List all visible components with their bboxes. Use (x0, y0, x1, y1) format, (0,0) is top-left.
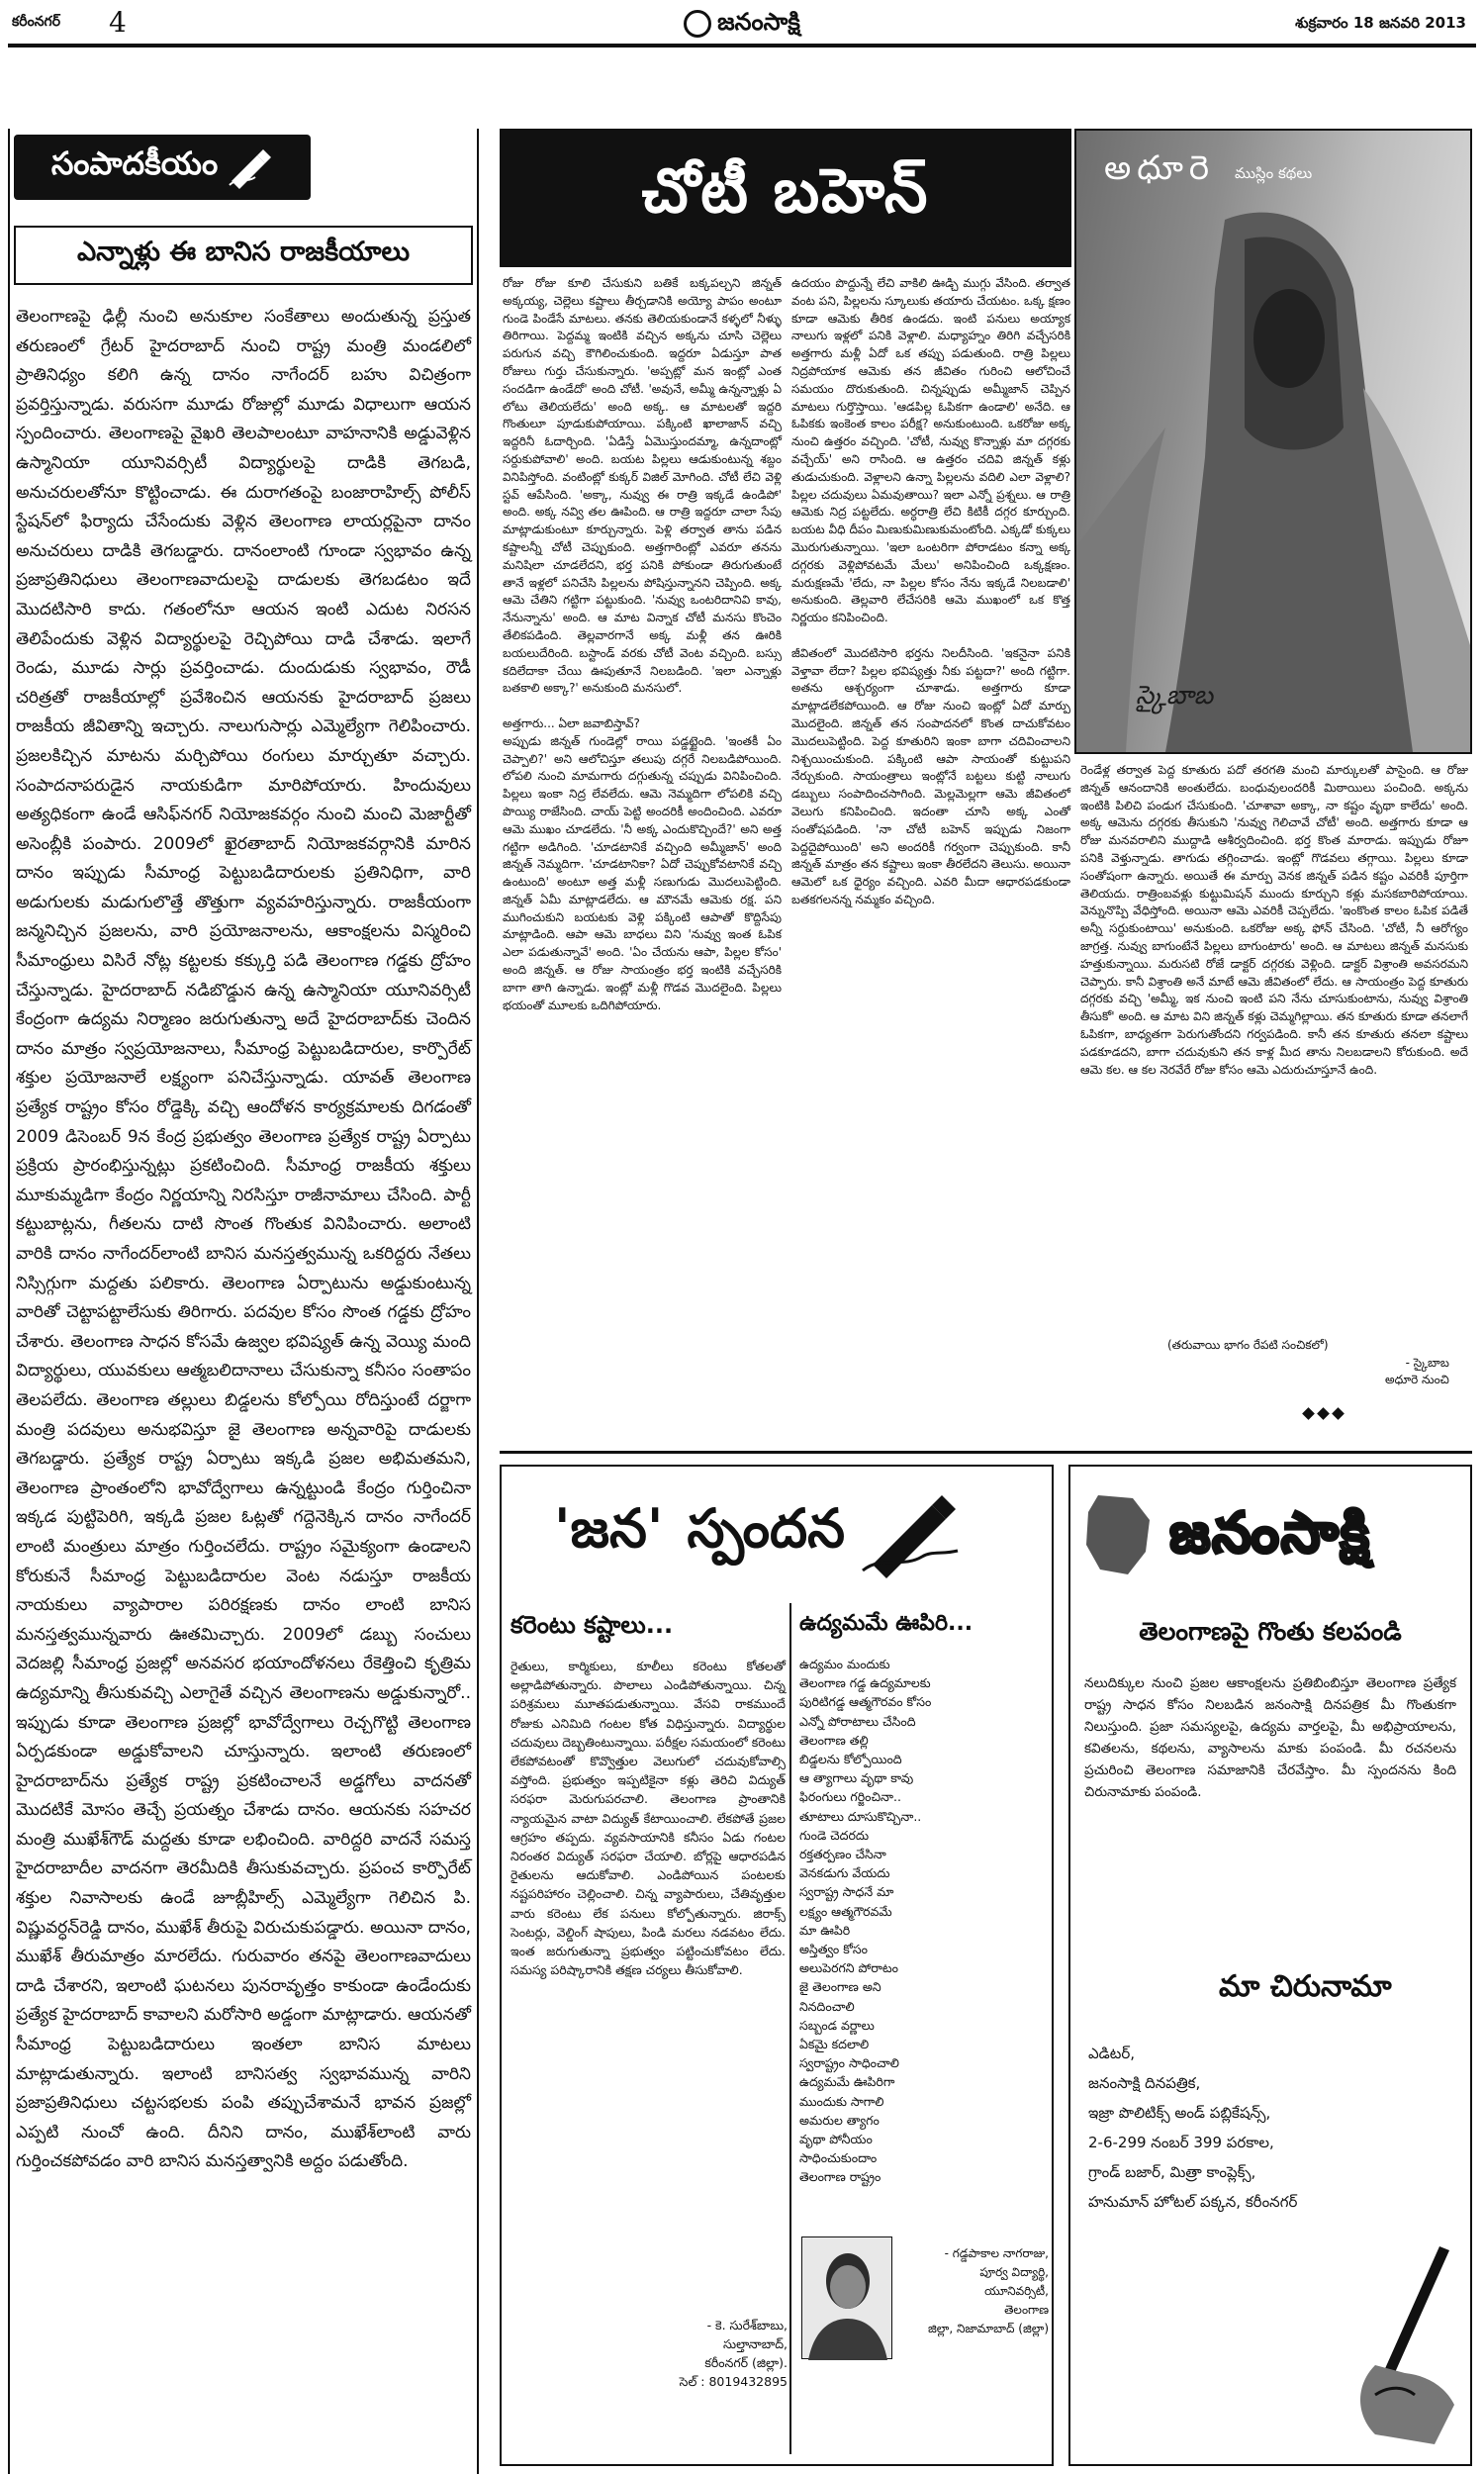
letters-divider (789, 1603, 791, 2454)
header-date: శుక్రవారం 18 జనవరి 2013 (1295, 14, 1466, 32)
ad-body: నలుదిక్కుల నుంచి ప్రజల ఆకాంక్షలను ప్రతిబింబిస్తూ తెలంగాణ ప్రత్యేక రాష్ట్ర సాధన కోసం నిలబడిన జనంసాక్షి దినపత్రిక మీ గొంతుకగా నిలుస్తుంది. ప్రజా సమస్యలపై, ఉద్యమ వార్తలపై, మీ అభిప్రాయాలను, కవితలను, కథలను, వ్యాసాలను మాకు పంపండి. మీ రచనలను ప్రచురించి తెలంగాణ సమాజానికి చేరవేస్తాం. మీ స్పందనను కింది చిరునామాకు పంపండి. (1084, 1675, 1461, 1800)
hand-holding-pen-icon (1345, 2246, 1464, 2444)
telangana-map-icon (1078, 1490, 1158, 1579)
editorial-headline (14, 226, 473, 285)
book-cover-author: స్కైబాబ (1136, 681, 1214, 711)
story-credit: - స్కైబాబ అధూరె నుంచి (1385, 1356, 1449, 1386)
ad-logo (1078, 1480, 1462, 1599)
editorial-label (14, 135, 311, 200)
story-column-3: రెండేళ్ల తర్వాత పెద్ద కూతురు పదో తరగతి మంచి మార్కులతో పాసైంది. ఆ రోజు జిన్నత్ ఆనందానికి అంతులేదు. బంధువులందరికీ మిఠాయిలు పంచింది. అక్కను ఇంటికి పిలిచి పండుగ చేసుకుంది. 'చూశావా అక్కా, నా కష్టం వృథా కాలేదు' అంది. అక్క ఆమెను దగ్గరకు తీసుకుని 'నువ్వు గెలిచావే చోటీ' అంది. అత్తగారు కూడా ఆ రోజు మనవరాలిని ముద్దాడి ఆశీర్వదించింది. భర్త కొంత మారాడు. ఇప్పుడు రోజూ పనికి వెళ్తున్నాడు. తాగుడు తగ్గించాడు. ఇంట్లో గొడవలు తగ్గాయి. పిల్లలు కూడా సంతోషంగా ఉన్నారు. అయితే ఈ మార్పు వెనక జిన్నత్ పడిన కష్టం ఎవరికీ పూర్తిగా తెలియదు. రాత్రింబవళ్లు కుట్టుమిషన్ ముందు కూర్చుని కళ్లు మసకబారిపోయాయి. వెన్నునొప్పి వేధిస్తోంది. అయినా ఆమె ఎవరికీ చెప్పలేదు. 'ఇంకొంత కాలం ఓపిక పడితే అన్నీ సర్దుకుంటాయి' అనుకుంది. ఒకరోజు అక్క ఫోన్ చేసింది. 'చోటీ, నీ ఆరోగ్యం జాగ్రత్త. నువ్వు బాగుంటేనే పిల్లలు బాగుంటారు' అంది. ఆ మాటలు జిన్నత్ మనసుకు హత్తుకున్నాయి. మరుసటి రోజే డాక్టర్ దగ్గరకు వెళ్లింది. డాక్టర్ విశ్రాంతి అవసరమని చెప్పారు. కానీ విశ్రాంతి అనే మాటే ఆమె జీవితంలో లేదు. ఆ సాయంత్రం పెద్ద కూతురు దగ్గరకు వచ్చి 'అమ్మీ, ఇక నుంచి ఇంటి పని నేను చూసుకుంటాను, నువ్వు విశ్రాంతి తీసుకో' అంది. ఆ మాట విని జిన్నత్ కళ్లు చెమ్మగిల్లాయి. తన కూతురు కూడా తనలాగే ఓపికగా, బాధ్యతగా పెరుగుతోందని గర్వపడింది. కానీ తన కూతురు తనలా కష్టాలు పడకూడదని, బాగా చదువుకుని తన కాళ్ల మీద తాను నిలబడాలని కోరుకుంది. అదే ఆమె కల. ఆ కల నెరవేరే రోజు కోసం ఆమె ఎదురుచూస్తూనే ఉంది. (1080, 763, 1472, 1077)
letter2-body: ఉద్యమం మందుకు తెలంగాణ గడ్డ ఉద్యమాలకు పురిటిగడ్డ ఆత్మగౌరవం కోసం ఎన్నో పోరాటాలు చేసింది తెలంగాణ తల్లి బిడ్డలను కోల్పోయింది ఆ త్యాగాలు వృథా కావు ఫిరంగులు గర్జించినా.. తూటాలు దూసుకొచ్చినా.. గుండె చెదరదు రక్తతర్పణం చేసినా వెనకడుగు వేయదు స్వరాష్ట్ర సాధనే మా లక్ష్యం ఆత్మగౌరవమే మా ఊపిరి అస్తిత్వం కోసం అలుపెరగని పోరాటం జై తెలంగాణ అని నినదించాలి సబ్బండ వర్ణాలు ఏకమై కదలాలి స్వరాష్ట్రం సాధించాలి ఉద్యమమే ఊపిరిగా ముందుకు సాగాలి అమరుల త్యాగం వృథా పోనీయం సాధించుకుందాం తెలంగాణ రాష్ట్రం (799, 1657, 932, 2185)
book-cover-title: అధూరె (1104, 148, 1216, 188)
section-divider (500, 1451, 1472, 1454)
header-rule (8, 44, 1476, 48)
masthead (623, 6, 861, 42)
book-cover-subtitle: ముస్లిం కథలు (1235, 164, 1313, 182)
editorial-headline-text: ఎన్నాళ్లు ఈ బానిస రాజకీయాలు (76, 237, 411, 267)
masthead-mark-icon (684, 10, 711, 38)
story-sign-off: (తరువాయి భాగం రేపటి సంచికలో) (1167, 1338, 1329, 1352)
editorial-body: తెలంగాణపై ఢిల్లీ నుంచి అనుకూల సంకేతాలు అందుతున్న ప్రస్తుత తరుణంలో గ్రేటర్ హైదరాబాద్ నుంచి రాష్ట్ర మంత్రి మండలిలో ప్రాతినిధ్యం కలిగి ఉన్న దానం నాగేందర్ బహు విచిత్రంగా ప్రవర్తిస్తున్నాడు. వరుసగా మూడు రోజుల్లో మూడు విధాలుగా ఆయన స్పందించారు. తెలంగాణపై వైఖరి తెలపాలంటూ వాహనానికి అడ్డువెళ్లిన ఉస్మానియా యూనివర్సిటీ విద్యార్థులపై దాడికి తెగబడి, అనుచరులతోనూ కొట్టించాడు. ఈ దురాగతంపై బంజారాహిల్స్ పోలీస్ స్టేషన్‌లో ఫిర్యాదు చేసేందుకు వెళ్లిన తెలంగాణ లాయర్లపైనా దానం అనుచరులు దాడికి తెగబడ్డారు. దానంలాంటి గూండా స్వభావం ఉన్న ప్రజాప్రతినిధులు తెలంగాణవాదులపై దాడులకు తెగబడటం ఇదే మొదటిసారి కాదు. గతంలోనూ ఆయన ఇంటి ఎదుట నిరసన తెలిపేందుకు వెళ్లిన విద్యార్థులపై రెచ్చిపోయి దాడి చేశాడు. ఇలాగే రెండు, మూడు సార్లు ప్రవర్తించాడు. దుందుడుకు స్వభావం, రౌడీ చరిత్రతో రాజకీయాల్లో ప్రవేశించిన ఆయనకు హైదరాబాద్ ప్రజలు రాజకీయ జీవితాన్ని ఇచ్చారు. నాలుగుసార్లు ఎమ్మెల్యేగా గెలిపించారు. ప్రజలకిచ్చిన మాటను మర్చిపోయి రంగులు మార్చుతూ వచ్చారు. సంపాదనాపరుడైన నాయకుడిగా మారిపోయారు. హిందువులు అత్యధికంగా ఉండే ఆసిఫ్‌నగర్ నియోజకవర్గం నుంచి మంచి మెజార్టీతో అసెంబ్లీకి పంపారు. 2009లో ఖైరతాబాద్ నియోజకవర్గానికి మారిన దానం ఇప్పుడు సీమాంధ్ర పెట్టుబడిదారులకు ప్రతినిధిగా, వారి అడుగులకు మడుగులొత్తే తొత్తుగా వ్యవహరిస్తున్నారు. రాజకీయంగా జన్మనిచ్చిన ప్రజలను, వారి ప్రయోజనాలను, ఆకాంక్షలను విస్మరించి సీమాంధ్రులు విసిరే నోట్ల కట్టలకు కక్కుర్తి పడి తెలంగాణ గడ్డకు ద్రోహం చేస్తున్నాడు. హైదరాబాద్ నడిబొడ్డున ఉన్న ఉస్మానియా యూనివర్సిటీ కేంద్రంగా ఉద్యమ నిర్మాణం జరుగుతున్నా అదే హైదరాబాద్‌కు చెందిన దానం మాత్రం స్వప్రయోజనాలు, సీమాంధ్ర పెట్టుబడిదారుల, కార్పొరేట్ శక్తుల ప్రయోజనాలే లక్ష్యంగా పనిచేస్తున్నాడు. యావత్ తెలంగాణ ప్రత్యేక రాష్ట్రం కోసం రోడ్డెక్కి వచ్చి ఆందోళన కార్యక్రమాలకు దిగడంతో 2009 డిసెంబర్ 9న కేంద్ర ప్రభుత్వం తెలంగాణ ప్రత్యేక రాష్ట్ర ఏర్పాటు ప్రక్రియ ప్రారంభిస్తున్నట్లు ప్రకటించింది. సీమాంధ్ర రాజకీయ శక్తులు మూకుమ్మడిగా కేంద్రం నిర్ణయాన్ని నిరసిస్తూ రాజీనామాలు చేసింది. పార్టీ కట్టుబాట్లను, గీతలను దాటి సొంత గొంతుక వినిపించారు. అలాంటి వారికి దానం నాగేందర్‌లాంటి బానిస మనస్తత్వమున్న ఒకరిద్దరు నేతలు నిస్సిగ్గుగా మద్దతు పలికారు. తెలంగాణ ఏర్పాటును అడ్డుకుంటున్న వారితో చెట్టాపట్టాలేసుకు తిరిగారు. పదవుల కోసం సొంత గడ్డకు ద్రోహం చేశారు. తెలంగాణ సాధన కోసమే ఉజ్వల భవిష్యత్ ఉన్న వెయ్యి మంది విద్యార్థులు, యువకులు ఆత్మబలిదానాలు చేసుకున్నా కనీసం సంతాపం తెలపలేదు. తెలంగాణ తల్లులు బిడ్డలను కోల్పోయి రోదిస్తుంటే దర్జాగా మంత్రి పదవులు అనుభవిస్తూ జై తెలంగాణ అన్నవారిపై దాడులకు తెగబడ్డారు. ప్రత్యేక రాష్ట్ర ఏర్పాటు ఇక్కడి ప్రజల అభిమతమని, తెలంగాణ ప్రాంతంలోని భావోద్వేగాలు ఉన్నట్టుండి కేంద్రం గుర్తించినా ఇక్కడ పుట్టిపెరిగి, ఇక్కడి ప్రజల ఓట్లతో గద్దెనెక్కిన దానం నాగేందర్ లాంటి మంత్రులు మాత్రం గుర్తించలేదు. రాష్ట్రం సమైక్యంగా ఉండాలని కోరుకునే సీమాంధ్ర పెట్టుబడిదారుల వెంట నడుస్తూ రాజకీయ నాయకులు వ్యాపారాల పరిరక్షణకు దానం లాంటి బానిస మనస్తత్వమున్నవారు ఊతమిచ్చారు. 2009లో డబ్బు సంచులు వెదజల్లి సీమాంధ్ర ప్రజల్లో అనవసర భయాందోళనలు రేకెత్తించి కృత్రిమ ఉద్యమాన్ని తీసుకువచ్చి ఎలాగైతే వచ్చిన తెలంగాణను అడ్డుకున్నారో.. ఇప్పుడు కూడా తెలంగాణ ప్రజల్లో భావోద్వేగాలు రెచ్చగొట్టి తెలంగాణ ఏర్పడకుండా అడ్డుకోవాలని చూస్తున్నారు. ఇలాంటి తరుణంలో హైదరాబాద్‌ను ప్రత్యేక రాష్ట్ర ప్రకటించాలనే అడ్డగోలు వాదనతో మొదటికే మోసం తెచ్చే ప్రయత్నం చేశాడు దానం. ఆయనకు సహచర మంత్రి ముఖేశ్‌గౌడ్ మద్దతు కూడా లభించింది. వారిద్దరి వాదనే సమస్త హైదరాబాదీల వాదనగా తెరమీదికి తీసుకువచ్చారు. ప్రపంచ కార్పొరేట్ శక్తుల నివాసాలకు ఉండే జూబ్లీహిల్స్ ఎమ్మెల్యేగా గెలిచిన పి. విష్ణువర్ధన్‌రెడ్డి దానం, ముఖేశ్ తీరుపై విరుచుకుపడ్డారు. అయినా దానం, ముఖేశ్ తీరుమాత్రం మారలేదు. గురువారం తనపై తెలంగాణవాదులు దాడి చేశారని, ఇలాంటి ఘటనలు పునరావృత్తం కాకుండా ఉండేందుకు ప్రత్యేక హైదరాబాద్ కావాలని మరోసారి అడ్డంగా మాట్లాడారు. ఆయనతో సీమాంధ్ర పెట్టుబడిదారులు ఇంతలా బానిస మాటలు మాట్లాడుతున్నారు. ఇలాంటి బానిసత్వ స్వభావమున్న వారిని ప్రజాప్రతినిధులు చట్టసభలకు పంపి తప్పుచేశామనే భావన ప్రజల్లో ఎప్పటి నుంచో ఉంది. దీనిని దానం, ముఖేశ్‌లాంటి వారు గుర్తించకపోవడం వారి బానిస మనస్తత్వానికి అద్దం పడుతోంది. (16, 307, 477, 2172)
jana-spandana-title-quote: 'జన' (554, 1496, 664, 1560)
editorial-label-text: సంపాదకీయం (50, 144, 219, 182)
ad-tagline: తెలంగాణపై గొంతు కలపండి (1139, 1617, 1402, 1646)
header-location: కరీంనగర్ (12, 14, 60, 30)
book-cover-image (1074, 129, 1472, 754)
letter1-author: - కె. సురేశ్‌బాబు, సుల్తానాబాద్, కరీంనగర్ (జిల్లా). సెల్ : 8019432895 (679, 2318, 788, 2389)
story-title-box (500, 129, 1071, 267)
pen-nib-icon (228, 147, 273, 187)
ad-logo-text: జనంసాక్షి (1169, 1500, 1371, 1566)
pen-writing-icon (863, 1495, 962, 1574)
story-column-2: ఉదయం పొద్దున్నే లేచి వాకిలి ఊడ్చి ముగ్గు వేసింది. తర్వాత వంట పని, పిల్లలను స్కూలుకు తయారు చేయటం. ఒక్క క్షణం కూడా ఆమెకు తీరిక ఉండదు. ఇంటి పనులు అయ్యాక నాలుగు ఇళ్లలో పనికి వెళ్లాలి. మధ్యాహ్నం తిరిగి వచ్చేసరికి అత్తగారు మళ్లీ ఏదో ఒక తప్పు పడుతుంది. రాత్రి పిల్లలు నిద్రపోయాక ఆమెకు తన జీవితం గురించి ఆలోచించే సమయం దొరుకుతుంది. చిన్నప్పుడు అమ్మీజాన్ చెప్పిన మాటలు గుర్తొస్తాయి. 'ఆడపిల్ల ఓపికగా ఉండాలి' అనేది. ఆ ఓపికకు ఇంకెంత కాలం పరీక్ష? అనుకుంటుంది. ఒకరోజు అక్క నుంచి ఉత్తరం వచ్చింది. 'చోటీ, నువ్వు కొన్నాళ్లు మా దగ్గరకు వచ్చేయ్' అని రాసింది. ఆ ఉత్తరం చదివి జిన్నత్ కళ్లు తుడుచుకుంది. వెళ్లాలని ఉన్నా పిల్లలను వదిలి ఎలా వెళ్లాలి? పిల్లల చదువులు ఏమవుతాయి? ఇలా ఎన్నో ప్రశ్నలు. ఆ రాత్రి ఆమెకు నిద్ర పట్టలేదు. అర్ధరాత్రి లేచి కిటికీ దగ్గర కూర్చుంది. బయట వీధి దీపం మిణుకుమిణుకుమంటోంది. ఎక్కడో కుక్కలు మొరుగుతున్నాయి. 'ఇలా ఒంటరిగా పోరాడటం కన్నా అక్క దగ్గరకు వెళ్లిపోవటమే మేలు' అనిపించింది ఒక్కక్షణం. మరుక్షణమే 'లేదు, నా పిల్లల కోసం నేను ఇక్కడే నిలబడాలి' అనుకుంది. తెల్లవారి లేచేసరికి ఆమె ముఖంలో ఒక కొత్త నిర్ణయం కనిపించింది. జీవితంలో మొదటిసారి భర్తను నిలదీసింది. 'ఇకనైనా పనికి వెళ్తావా లేదా? పిల్లల భవిష్యత్తు నీకు పట్టదా?' అంది గట్టిగా. అతను ఆశ్చర్యంగా చూశాడు. అత్తగారు కూడా మాట్లాడలేకపోయింది. ఆ రోజు నుంచి ఇంట్లో ఏదో మార్పు మొదలైంది. జిన్నత్ తన సంపాదనలో కొంత దాచుకోవటం మొదలుపెట్టింది. పెద్ద కూతురిని ఇంకా బాగా చదివించాలని నిశ్చయించుకుంది. పక్కింటి ఆపా సాయంతో కుట్టుపని నేర్చుకుంది. సాయంత్రాలు ఇంట్లోనే బట్టలు కుట్టి నాలుగు డబ్బులు సంపాదించసాగింది. మెల్లమెల్లగా ఆమె జీవితంలో వెలుగు కనిపించింది. ఇదంతా చూసి అక్క ఎంతో సంతోషపడింది. 'నా చోటీ బహెన్ ఇప్పుడు నిజంగా పెద్దదైపోయింది' అని అందరికీ గర్వంగా చెప్పుకుంది. కానీ జిన్నత్ మాత్రం తన కష్టాలు ఇంకా తీరలేదని తెలుసు. అయినా ఆమెలో ఒక ధైర్యం వచ్చింది. ఎవరి మీదా ఆధారపడకుండా బతకగలనన్న నమ్మకం వచ్చింది. (791, 276, 1070, 906)
story-column-1: రోజు రోజు కూలి చేసుకుని బతికే బక్కపల్చని జిన్నత్ అక్కయ్య, చెల్లెలు కష్టాలు తీర్చడానికి అయ్యో పాపం అంటూ గుండె పిండేసే మాటలు. తనకు తెలియకుండానే కళ్ళలో నీళ్ళు తిరిగాయి. పెద్దమ్మ ఇంటికి వచ్చిన అక్కను చూసి చెల్లెలు పరుగున వచ్చి కౌగిలించుకుంది. ఇద్దరూ ఏడుస్తూ పాత రోజులు గుర్తు చేసుకున్నారు. 'అప్పట్లో మన ఇంట్లో ఎంత సందడిగా ఉండేదో' అంది చోటీ. 'అవునే, అమ్మీ ఉన్నన్నాళ్లు ఏ లోటు తెలియలేదు' అంది అక్క. ఆ మాటలతో ఇద్దరి గొంతులూ పూడుకుపోయాయి. పక్కింటి ఖాలాజాన్ వచ్చి ఇద్దరినీ ఓదార్చింది. 'ఏడిస్తే ఏమొస్తుందమ్మా, ఉన్నదాంట్లో సర్దుకుపోవాలి' అంది. బయట పిల్లలు ఆడుకుంటున్న శబ్దం వినిపిస్తోంది. వంటింట్లో కుక్కర్ విజిల్ మోగింది. చోటీ లేచి వెళ్లి స్టవ్ ఆపేసింది. 'అక్కా, నువ్వు ఈ రాత్రి ఇక్కడే ఉండిపో' అంది. అక్క నవ్వి తల ఊపింది. ఆ రాత్రి ఇద్దరూ చాలా సేపు మాట్లాడుకుంటూ కూర్చున్నారు. పెళ్లి తర్వాత తాను పడిన కష్టాలన్నీ చోటీ చెప్పుకుంది. అత్తగారింట్లో ఎవరూ తనను మనిషిలా చూడలేదని, భర్త పనికి పోకుండా తిరుగుతుంటే తానే ఇళ్లలో పనిచేసి పిల్లలను పోషిస్తున్నానని చెప్పింది. అక్క ఆమె చేతిని గట్టిగా పట్టుకుంది. 'నువ్వు ఒంటరిదానివి కావు, నేనున్నాను' అంది. ఆ మాట విన్నాక చోటీ మనసు కొంచెం తేలికపడింది. తెల్లవారగానే అక్క మళ్లీ తన ఊరికి బయలుదేరింది. బస్టాండ్ వరకు చోటీ వెంట వచ్చింది. బస్సు కదిలేదాకా చేయి ఊపుతూనే నిలబడింది. 'ఇలా ఎన్నాళ్లు బతకాలి అక్కా?' అనుకుంది మనసులో. అత్తగారు... ఏలా జవాబిస్తావ్? అప్పుడు జిన్నత్ గుండెల్లో రాయి పడ్డట్టైంది. 'ఇంతకీ ఏం చెప్పాలి?' అని ఆలోచిస్తూ తలుపు దగ్గరే నిలబడిపోయింది. లోపలి నుంచి మామగారు దగ్గుతున్న చప్పుడు వినిపించింది. పిల్లలు ఇంకా నిద్ర లేవలేదు. ఆమె నెమ్మదిగా లోపలికి వచ్చి పొయ్యి రాజేసింది. చాయ్ పెట్టి అందరికీ అందించింది. ఎవరూ ఆమె ముఖం చూడలేదు. 'నీ అక్క ఎందుకొచ్చిందే?' అని అత్త గట్టిగా అడిగింది. 'చూడటానికే వచ్చింది అమ్మీజాన్' అంది జిన్నత్ నెమ్మదిగా. 'చూడటానికా? ఏదో చెప్పుకోవటానికే వచ్చి ఉంటుంది' అంటూ అత్త మళ్లీ సణుగుడు మొదలుపెట్టింది. జిన్నత్ ఏమీ మాట్లాడలేదు. ఆ మౌనమే ఆమెకు రక్ష. పని ముగించుకుని బయటకు వెళ్లి పక్కింటి ఆపాతో కొద్దిసేపు మాట్లాడింది. ఆపా ఆమె బాధలు విని 'నువ్వు ఇంత ఓపిక ఎలా పడుతున్నావే' అంది. 'ఏం చేయను ఆపా, పిల్లల కోసం' అంది జిన్నత్. ఆ రోజు సాయంత్రం భర్త ఇంటికి వచ్చేసరికి బాగా తాగి ఉన్నాడు. ఇంట్లో మళ్లీ గొడవ మొదలైంది. పిల్లలు భయంతో మూలకు ఒదిగిపోయారు. (503, 276, 782, 1012)
page-number: 4 (109, 6, 127, 39)
masthead-title: జనంసాక్షి (717, 6, 800, 36)
person-portrait-icon (802, 2237, 893, 2360)
letter2-author-photo (801, 2236, 892, 2359)
diamond-dots-icon (1301, 1403, 1345, 1422)
letter2-title: ఉద్యమమే ఊపిరి... (799, 1611, 974, 1636)
letter1-title: కరెంటు కష్టాలు... (510, 1611, 674, 1639)
letter1-body: రైతులు, కార్మికులు, కూలీలు కరెంటు కోతలతో అల్లాడిపోతున్నారు. పొలాలు ఎండిపోతున్నాయి. చిన్న పరిశ్రమలు మూతపడుతున్నాయి. వేసవి రాకముందే రోజుకు ఎనిమిది గంటల కోత విధిస్తున్నారు. విద్యార్థుల చదువులు దెబ్బతింటున్నాయి. పరీక్షల సమయంలో కరెంటు లేకపోవటంతో కొవ్వొత్తుల వెలుగులో చదువుకోవాల్సి వస్తోంది. ప్రభుత్వం ఇప్పటికైనా కళ్లు తెరిచి విద్యుత్ సరఫరా మెరుగుపరచాలి. తెలంగాణ ప్రాంతానికి న్యాయమైన వాటా విద్యుత్ కేటాయించాలి. లేకపోతే ప్రజల ఆగ్రహం తప్పదు. వ్యవసాయానికి కనీసం ఏడు గంటల నిరంతర విద్యుత్ సరఫరా చేయాలి. బోర్లపై ఆధారపడిన రైతులను ఆదుకోవాలి. ఎండిపోయిన పంటలకు నష్టపరిహారం చెల్లించాలి. చిన్న వ్యాపారులు, చేతివృత్తుల వారు కరెంటు లేక పనులు కోల్పోతున్నారు. జిరాక్స్ సెంటర్లు, వెల్డింగ్ షాపులు, పిండి మరలు నడవటం లేదు. ఇంత జరుగుతున్నా ప్రభుత్వం పట్టించుకోవటం లేదు. సమస్య పరిష్కారానికి తక్షణ చర్యలు తీసుకోవాలి. (510, 1659, 789, 1978)
ad-address: ఎడిటర్, జనంసాక్షి దినపత్రిక, ఇజ్రా పొలిటిక్స్ అండ్ పబ్లికేషన్స్, 2-6-299 నంబర్ 399 పరకాల, గ్రాండ్ బజార్, మిత్రా కాంప్లెక్స్, హనుమాన్ హోటల్ పక్కన, కరీంనగర్ (1088, 2045, 1298, 2211)
ad-address-heading: మా చిరునామా (1219, 1969, 1392, 2004)
jana-spandana-title (554, 1480, 962, 1589)
letter2-author: - గడ్డపాకాల నాగరాజు, పూర్వ విద్యార్థి, యూనివర్సిటీ, తెలంగాణ జిల్లా, నిజామాబాద్ (జిల్లా) (928, 2246, 1049, 2335)
jana-spandana-title-rest: స్పందన (687, 1496, 846, 1560)
veiled-figure-illustration (1076, 131, 1470, 752)
story-title: చోటీ బహెన్ (641, 154, 930, 227)
